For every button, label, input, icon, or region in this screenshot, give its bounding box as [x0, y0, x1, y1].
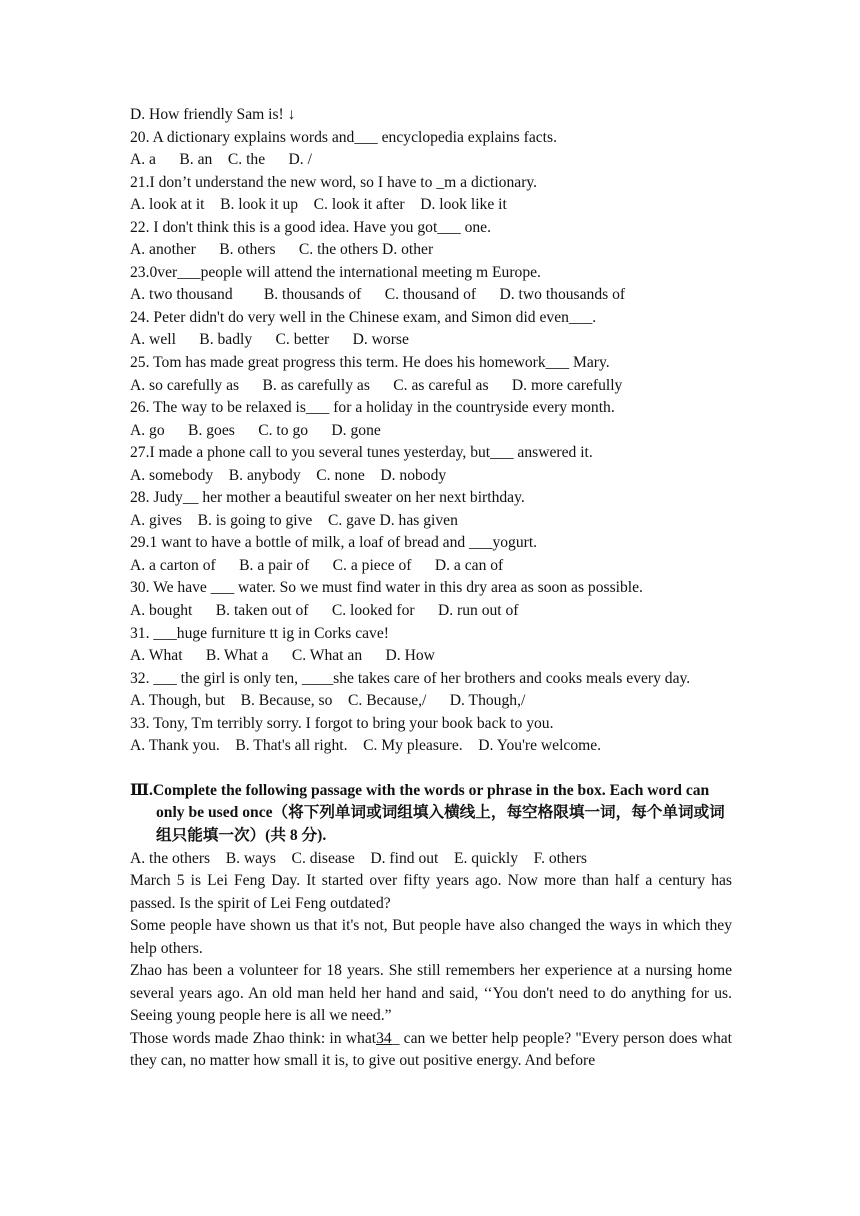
passage-paragraph: March 5 is Lei Feng Day. It started over fifty years ago. Now more than half a century has passed. Is the spirit of Lei Feng outdated? [130, 872, 732, 912]
answer-options: A. Thank you. B. That's all right. C. My pleasure. D. You're welcome. [130, 737, 602, 755]
question-text: 29.1 want to have a bottle of milk, a loaf of bread and ___yogurt. [130, 534, 538, 552]
answer-options: A. Though, but B. Because, so C. Because,/ D. Though,/ [130, 692, 526, 710]
answer-options: A. What B. What a C. What an D. How [130, 647, 435, 665]
passage-text: Those words made Zhao think: in what [130, 1029, 377, 1047]
answer-options: A. bought B. taken out of C. looked for D. run out of [130, 602, 519, 620]
question-text: 23.0ver___people will attend the international meeting m Europe. [130, 263, 541, 281]
question-text: 30. We have ___ water. So we must find water in this dry area as soon as possible. [130, 579, 643, 597]
passage-paragraph-last [130, 1028, 732, 1073]
question-text: 31. ___huge furniture tt ig in Corks cave! [130, 624, 389, 642]
answer-options: A. somebody B. anybody C. none D. nobody [130, 466, 447, 484]
answer-options: D. How friendly Sam is! ↓ [130, 106, 296, 123]
section-gap [130, 758, 732, 780]
question-text: 24. Peter didn't do very well in the Chinese exam, and Simon did even___. [130, 308, 597, 326]
answer-options: A. a B. an C. the D. / [130, 151, 312, 169]
question-text: 25. Tom has made great progress this term. He does his homework___ Mary. [130, 354, 610, 372]
answer-options: A. look at it B. look it up C. look it after D. look like it [130, 196, 507, 214]
question-text: 20. A dictionary explains words and___ encyclopedia explains facts. [130, 128, 557, 146]
answer-options: A. a carton of B. a pair of C. a piece of D. a can of [130, 556, 504, 574]
question-text: 26. The way to be relaxed is___ for a holiday in the countryside every month. [130, 399, 615, 417]
question-text: 33. Tony, Tm terribly sorry. I forgot to bring your book back to you. [130, 714, 554, 732]
section-3-heading: Ⅲ.Complete the following passage with the words or phrase in the box. Each word can only be used once（将下列单词或词组填入横线上，每空格限填一词，每个单词或词组只能填一次）(共 8 分). [130, 781, 725, 844]
question-text: 21.I don’t understand the new word, so I have to _m a dictionary. [130, 173, 538, 191]
passage-text: _ can we better help people? "Every person does what they can, no matter how small it is, to give out positive energy. And before [130, 1029, 732, 1070]
question-text: 28. Judy__ her mother a beautiful sweater on her next birthday. [130, 489, 525, 507]
word-box-options: A. the others B. ways C. disease D. find out E. quickly F. others [130, 849, 587, 867]
answer-options: A. gives B. is going to give C. gave D. has given [130, 511, 458, 529]
answer-options: A. two thousand B. thousands of C. thousand of D. two thousands of [130, 286, 626, 304]
answer-options: A. go B. goes C. to go D. gone [130, 421, 381, 439]
passage-paragraph: Some people have shown us that it's not, But people have also changed the ways in which they help others. [130, 917, 732, 957]
blank-34: 34 [376, 1029, 392, 1047]
question-text: 32. ___ the girl is only ten, ____she takes care of her brothers and cooks meals every day. [130, 669, 691, 687]
question-text: 22. I don't think this is a good idea. Have you got___ one. [130, 218, 491, 236]
answer-options: A. well B. badly C. better D. worse [130, 331, 409, 349]
answer-options: A. another B. others C. the others D. other [130, 241, 434, 259]
question-text: 27.I made a phone call to you several tunes yesterday, but___ answered it. [130, 444, 593, 462]
answer-options: A. so carefully as B. as carefully as C. as careful as D. more carefully [130, 376, 623, 394]
passage-paragraph: Zhao has been a volunteer for 18 years. She still remembers her experience at a nursing home several years ago. An old man held her hand and said, ‘‘You don't need to do anything for us. Seeing young people here is all we need.” [130, 962, 732, 1025]
exam-page [130, 104, 732, 1073]
question-list [130, 104, 732, 758]
